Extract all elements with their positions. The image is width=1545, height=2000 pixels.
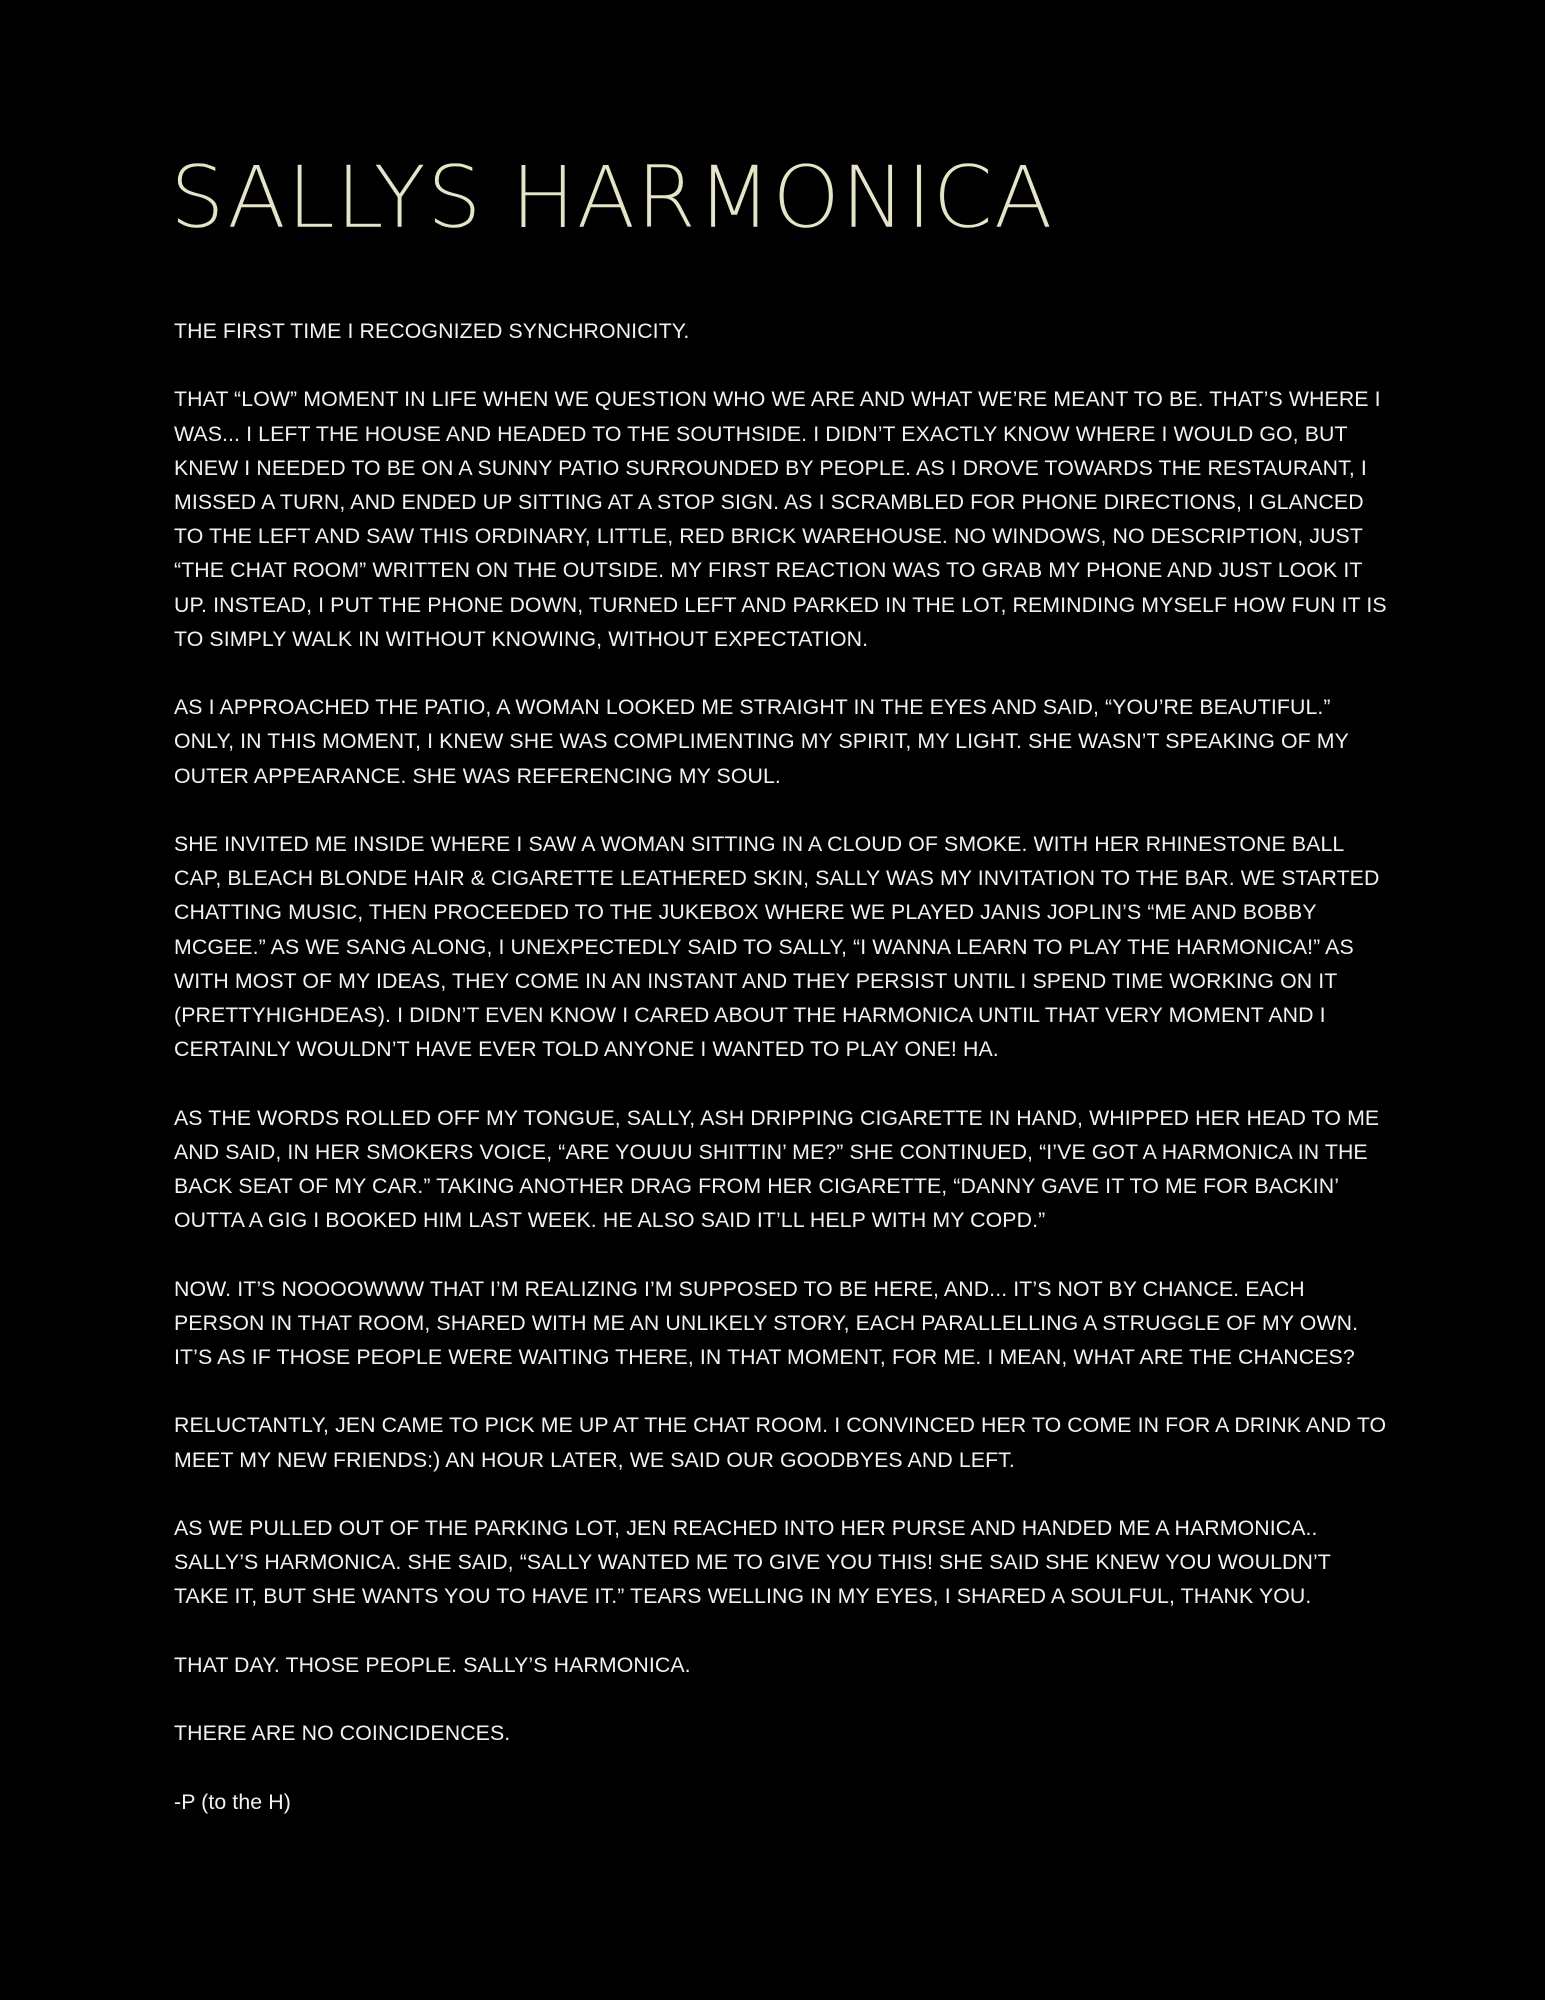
paragraph: SHE INVITED ME INSIDE WHERE I SAW A WOMAN SITTING IN A CLOUD OF SMOKE. WITH HER RHINESTONE BALL CAP, BLEACH BLONDE HAIR & CIGARETTE LEATHERED SKIN, SALLY WAS MY INVITATION TO THE BAR. WE STARTED CHATTING MUSIC, THEN PROCEEDED TO THE JUKEBOX WHERE WE PLAYED JANIS JOPLIN’S “ME AND BOBBY MCGEE.” AS WE SANG ALONG, I UNEXPECTEDLY SAID TO SALLY, “I WANNA LEARN TO PLAY THE HARMONICA!” AS WITH MOST OF MY IDEAS, THEY COME IN AN INSTANT AND THEY PERSIST UNTIL I SPEND TIME WORKING ON IT (PRETTYHIGHDEAS). I DIDN’T EVEN KNOW I CARED ABOUT THE HARMONICA UNTIL THAT VERY MOMENT AND I CERTAINLY WOULDN’T HAVE EVER TOLD ANYONE I WANTED TO PLAY ONE! HA. [174,832,1380,1062]
paragraph: AS I APPROACHED THE PATIO, A WOMAN LOOKED ME STRAIGHT IN THE EYES AND SAID, “YOU’RE BEAUTIFUL.” ONLY, IN THIS MOMENT, I KNEW SHE WAS COMPLIMENTING MY SPIRIT, MY LIGHT. SHE WASN’T SPEAKING OF MY OUTER APPEARANCE. SHE WAS REFERENCING MY SOUL. [174,695,1349,788]
signature: -P (to the H) [174,1789,291,1814]
paragraph: THAT “LOW” MOMENT IN LIFE WHEN WE QUESTION WHO WE ARE AND WHAT WE’RE MEANT TO BE. THAT’S WHERE I WAS... I LEFT THE HOUSE AND HEADED TO THE SOUTHSIDE. I DIDN’T EXACTLY KNOW WHERE I WOULD GO, BUT KNEW I NEEDED TO BE ON A SUNNY PATIO SURROUNDED BY PEOPLE. AS I DROVE TOWARDS THE RESTAURANT, I MISSED A TURN, AND ENDED UP SITTING AT A STOP SIGN. AS I SCRAMBLED FOR PHONE DIRECTIONS, I GLANCED TO THE LEFT AND SAW THIS ORDINARY, LITTLE, RED BRICK WAREHOUSE. NO WINDOWS, NO DESCRIPTION, JUST “THE CHAT ROOM” WRITTEN ON THE OUTSIDE. MY FIRST REACTION WAS TO GRAB MY PHONE AND JUST LOOK IT UP. INSTEAD, I PUT THE PHONE DOWN, TURNED LEFT AND PARKED IN THE LOT, REMINDING MYSELF HOW FUN IT IS TO SIMPLY WALK IN WITHOUT KNOWING, WITHOUT EXPECTATION. [174,387,1387,651]
page-title: SALLYS HARMONICA [170,148,1054,248]
paragraph: NOW. IT’S NOOOOWWW THAT I’M REALIZING I’M SUPPOSED TO BE HERE, AND... IT’S NOT BY CHANCE. EACH PERSON IN THAT ROOM, SHARED WITH ME AN UNLIKELY STORY, EACH PARALLELLING A STRUGGLE OF MY OWN. IT’S AS IF THOSE PEOPLE WERE WAITING THERE, IN THAT MOMENT, FOR ME. I MEAN, WHAT ARE THE CHANCES? [174,1276,1359,1370]
paragraph: THAT DAY. THOSE PEOPLE. SALLY’S HARMONICA. [174,1652,691,1677]
paragraph: THERE ARE NO COINCIDENCES. [174,1721,511,1746]
document-body [174,314,1389,1819]
paragraph: AS THE WORDS ROLLED OFF MY TONGUE, SALLY, ASH DRIPPING CIGARETTE IN HAND, WHIPPED HER HEAD TO ME AND SAID, IN HER SMOKERS VOICE, “ARE YOUUU SHITTIN’ ME?” SHE CONTINUED, “I’VE GOT A HARMONICA IN THE BACK SEAT OF MY CAR.” TAKING ANOTHER DRAG FROM HER CIGARETTE, “DANNY GAVE IT TO ME FOR BACKIN’ OUTTA A GIG I BOOKED HIM LAST WEEK. HE ALSO SAID IT’LL HELP WITH MY COPD.” [174,1105,1380,1233]
paragraph: RELUCTANTLY, JEN CAME TO PICK ME UP AT THE CHAT ROOM. I CONVINCED HER TO COME IN FOR A DRINK AND TO MEET MY NEW FRIENDS:) AN HOUR LATER, WE SAID OUR GOODBYES AND LEFT. [174,1413,1387,1472]
paragraph: AS WE PULLED OUT OF THE PARKING LOT, JEN REACHED INTO HER PURSE AND HANDED ME A HARMONICA.. SALLY’S HARMONICA. SHE SAID, “SALLY WANTED ME TO GIVE YOU THIS! SHE SAID SHE KNEW YOU WOULDN’T TAKE IT, BUT SHE WANTS YOU TO HAVE IT.” TEARS WELLING IN MY EYES, I SHARED A SOULFUL, THANK YOU. [174,1516,1331,1609]
paragraph: THE FIRST TIME I RECOGNIZED SYNCHRONICITY. [174,319,690,343]
